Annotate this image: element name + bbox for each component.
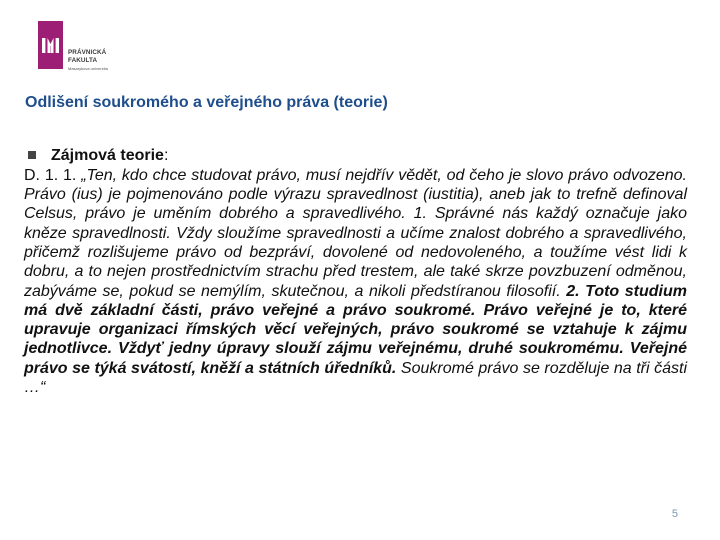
bullet-colon: : xyxy=(163,147,169,164)
quote-paragraph xyxy=(24,166,687,398)
page-number: 5 xyxy=(671,508,678,520)
logo-text-line2: FAKULTA xyxy=(68,57,98,64)
quote-text: „Ten, kdo chce studovat právo, musí nejdřív vědět, od čeho je slovo právo odvozeno. Právo (ius) je pojmenováno podle výrazu spravedlnost (iustitia), aneb jak to trefně definoval Celsus, právo je uměním dobrého a spravedlivého. 1. Správné nás každý označuje jako kněze spravedlnosti. Vždy sloužíme spravedlnosti a učíme znalost dobrého a spravedlivého, přičemž rozlišujeme právo od bezpráví, dovolené od nedovoleného, a toužíme vést lidi k dobru, a to nejen prostřednictvím strachu před trestem, ale také skrze povzbuzení odměnou, zabýváme se, pokud se nemýlím, skutečnou, a nikoli předstíranou filosofií. xyxy=(24,166,687,300)
university-logo-icon xyxy=(38,21,63,69)
quote-ending: Soukromé právo se rozděluje na tři části …“ xyxy=(24,359,688,397)
quote-emphasis: 2. Toto studium má dvě základní části, právo veřejné a právo soukromé. Právo veřejné je to, které upravuje organizaci římských věcí veřejných, právo soukromé se vztahuje k zájmu jednotlivce. Vždyť jedny úpravy slouží zájmu veřejnému, druhé soukromému. Veřejné právo se týká svátostí, kněží a státních úředníků. xyxy=(24,282,687,377)
bullet-item xyxy=(24,146,687,165)
slide-title: Odlišení soukromého a veřejného práva (teorie) xyxy=(25,94,388,111)
slide-content xyxy=(24,146,687,397)
logo-text-line3: Masarykova univerzita xyxy=(68,66,108,71)
logo-text-line1: PRÁVNICKÁ xyxy=(68,49,107,56)
digest-reference: D. 1. 1. xyxy=(24,166,82,184)
bullet-label: Zájmová teorie xyxy=(51,147,164,164)
faculty-logo xyxy=(38,21,178,69)
square-bullet-icon xyxy=(28,151,36,159)
